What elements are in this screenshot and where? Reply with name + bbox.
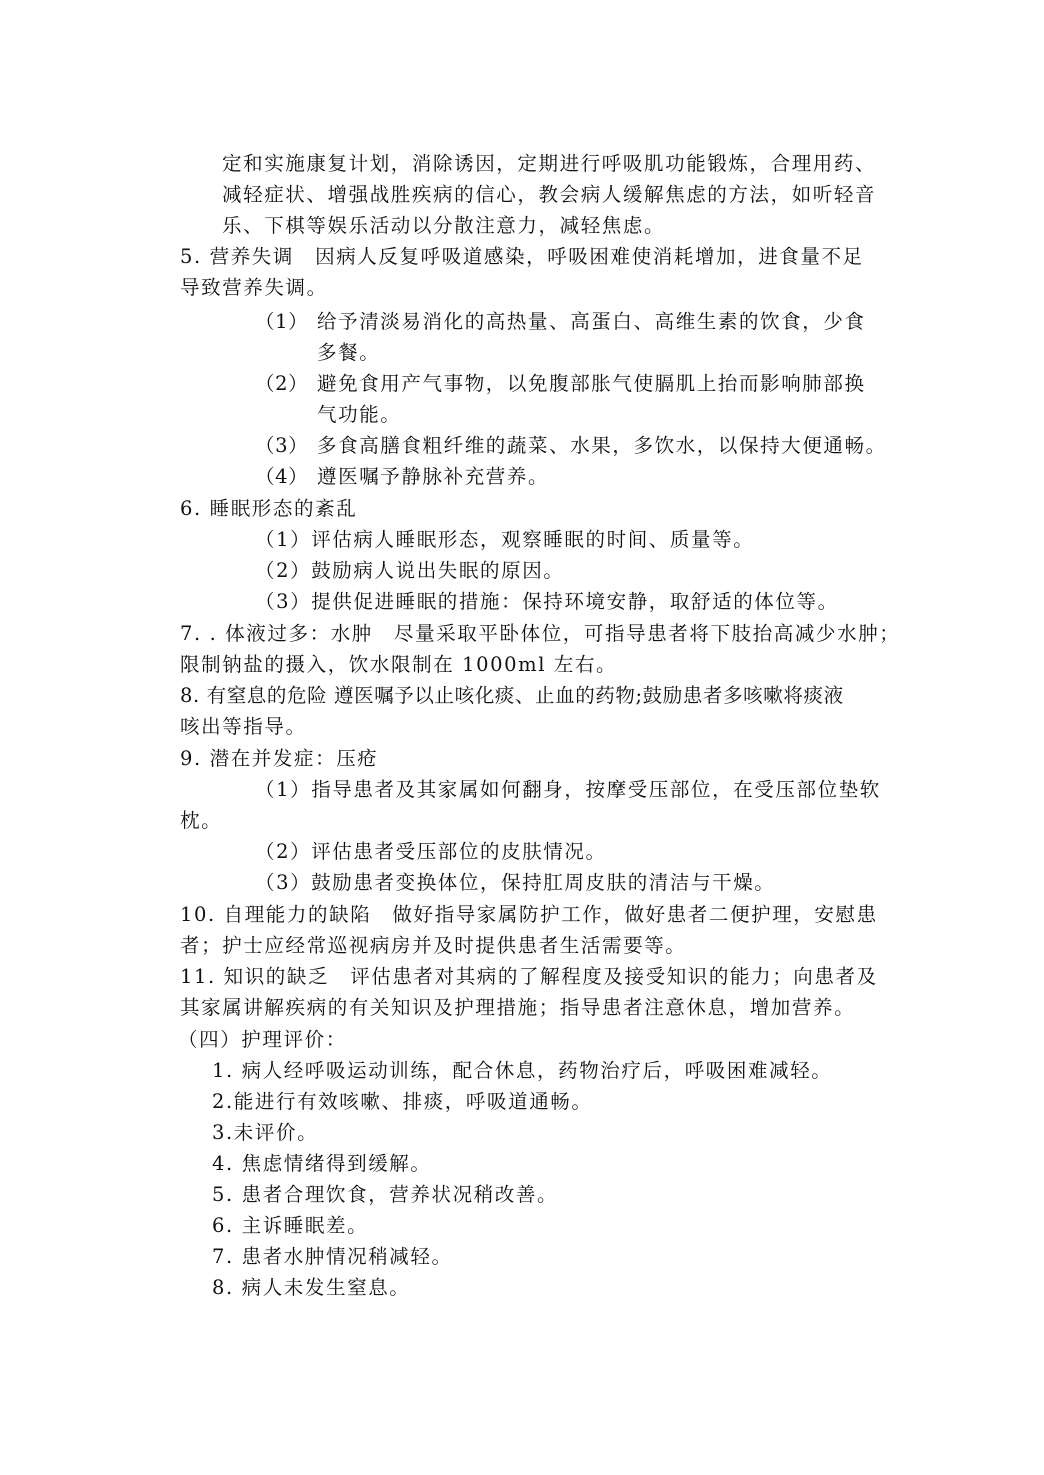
section-7-line-2: 限制钠盐的摄入，饮水限制在 1000ml 左右。 [180,653,618,676]
section-7-heading: 7. . 体液过多：水肿 尽量采取平卧体位，可指导患者将下肢抬高减少水肿； [180,622,901,645]
section-10-heading: 10. 自理能力的缺陷 做好指导家属防护工作，做好患者二便护理，安慰患 [180,903,878,926]
s5-item-1 [255,308,866,336]
evaluation-item-2: 2.能进行有效咳嗽、排痰，呼吸道通畅。 [212,1090,593,1113]
s5-item-2 [255,370,866,398]
section-10-line-2: 者；护士应经常巡视病房并及时提供患者生活需要等。 [180,934,687,957]
s5-item-1-text: 给予清淡易消化的高热量、高蛋白、高维生素的饮食，少食 [317,310,866,333]
evaluation-item-5: 5. 患者合理饮食，营养状况稍改善。 [212,1183,559,1206]
evaluation-item-7: 7. 患者水肿情况稍减轻。 [212,1245,453,1268]
s5-item-4 [255,463,549,491]
section-5-heading: 5. 营养失调 因病人反复呼吸道感染，呼吸困难使消耗增加，进食量不足 [180,245,864,268]
intro-line-1: 定和实施康复计划，消除诱因，定期进行呼吸肌功能锻炼，合理用药、 [222,152,877,175]
s9-item-1: （1）指导患者及其家属如何翻身，按摩受压部位，在受压部位垫软 [255,778,881,801]
s6-item-3: （3）提供促进睡眠的措施：保持环境安静，取舒适的体位等。 [255,590,839,613]
intro-line-2: 减轻症状、增强战胜疾病的信心，教会病人缓解焦虑的方法，如听轻音 [222,183,877,206]
s5-item-2-cont: 气功能。 [317,403,402,426]
s9-item-3: （3）鼓励患者变换体位，保持肛周皮肤的清洁与干燥。 [255,871,776,894]
evaluation-title: （四）护理评价： [178,1028,347,1051]
s6-item-1: （1）评估病人睡眠形态，观察睡眠的时间、质量等。 [255,528,755,551]
s6-item-2: （2）鼓励病人说出失眠的原因。 [255,559,565,582]
section-9-heading: 9. 潜在并发症：压疮 [180,747,379,770]
evaluation-item-3: 3.未评价。 [212,1121,319,1144]
section-5-line-2: 导致营养失调。 [180,276,328,299]
evaluation-item-1: 1. 病人经呼吸运动训练，配合休息，药物治疗后，呼吸困难减轻。 [212,1059,833,1082]
s5-item-2-number: （2） [255,372,309,395]
section-8-heading: 8. 有窒息的危险 遵医嘱予以止咳化痰、止血的药物;鼓励患者多咳嗽将痰液 [180,684,844,707]
section-8-line-2: 咳出等指导。 [180,715,307,738]
s5-item-1-number: （1） [255,310,309,333]
section-6-heading: 6. 睡眠形态的紊乱 [180,497,358,520]
s5-item-4-number: （4） [255,465,309,488]
s9-item-2: （2）评估患者受压部位的皮肤情况。 [255,840,607,863]
s5-item-3-text: 多食高膳食粗纤维的蔬菜、水果，多饮水，以保持大便通畅。 [317,434,887,457]
section-11-heading: 11. 知识的缺乏 评估患者对其病的了解程度及接受知识的能力；向患者及 [180,965,878,988]
s5-item-4-text: 遵医嘱予静脉补充营养。 [317,465,550,488]
s9-item-1-cont: 枕。 [180,809,223,832]
s5-item-2-text: 避免食用产气事物，以免腹部胀气使膈肌上抬而影响肺部换 [317,372,866,395]
s5-item-1-cont: 多餐。 [317,341,381,364]
evaluation-item-4: 4. 焦虑情绪得到缓解。 [212,1152,432,1175]
intro-line-3: 乐、下棋等娱乐活动以分散注意力，减轻焦虑。 [222,214,666,237]
evaluation-item-8: 8. 病人未发生窒息。 [212,1276,411,1299]
s5-item-3-number: （3） [255,434,309,457]
s5-item-3 [255,432,887,460]
section-11-line-2: 其家属讲解疾病的有关知识及护理措施；指导患者注意休息，增加营养。 [180,996,856,1019]
evaluation-item-6: 6. 主诉睡眠差。 [212,1214,369,1237]
